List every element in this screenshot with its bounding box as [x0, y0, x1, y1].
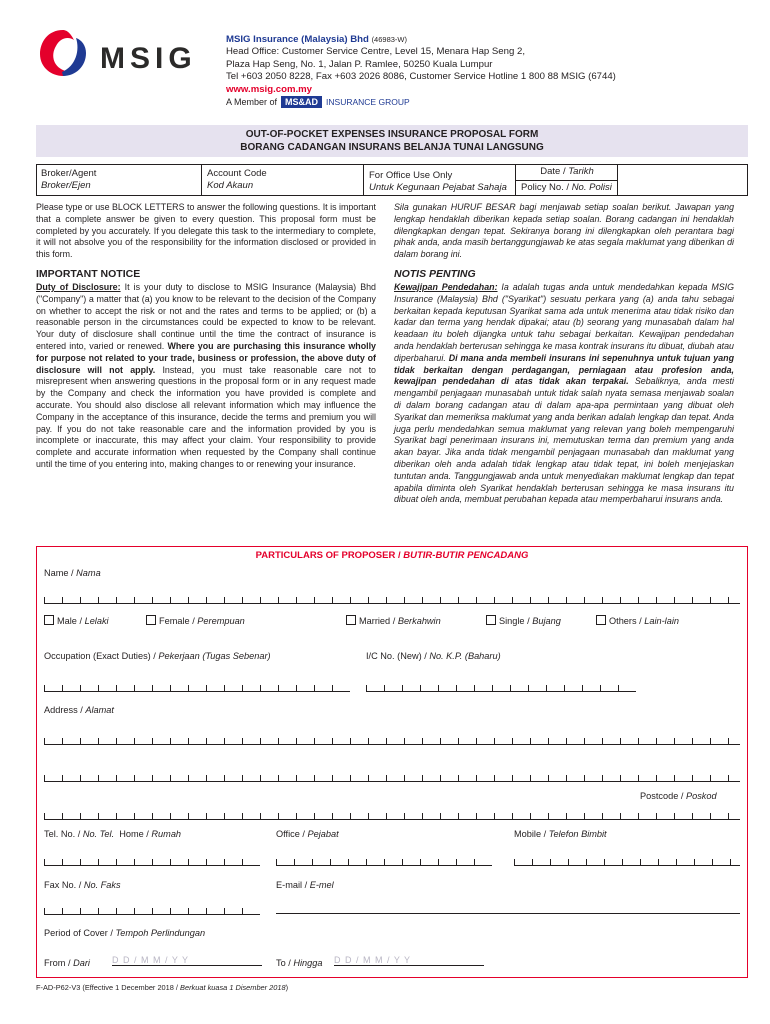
form-title: [36, 125, 748, 157]
msad-logo: MS&AD: [281, 96, 322, 108]
particulars-title-en: PARTICULARS OF PROPOSER /: [255, 550, 404, 561]
duty-bold: Where you are purchasing this insurance wholly for purpose not related to your trade, business or profession, the above duty of disclosure will not apply.: [36, 340, 376, 375]
gender-male-option[interactable]: Male / Lelaki: [44, 615, 109, 626]
important-notice-title: IMPORTANT NOTICE: [36, 268, 141, 280]
female-checkbox: [146, 615, 156, 625]
from-label: From / Dari: [44, 958, 90, 968]
policy-label: Policy No. /: [521, 182, 572, 193]
duty-text-malay-1: Ia adalah tugas anda untuk mendedahkan kepada MSIG Insurance (Malaysia) Bhd ("Syarikat") sesuatu perkara yang (a) anda tahu sebagai berkaitan kepada keputusan Syarikat sama ada untuk menerima atau tidak risiko dan kadar dan terma yang hendak dipakai; atau (b) seorang yang munasabah dalam hal keadaan itu boleh dijangka untuk tahu sebagai berkaitan. Kewajipan pendedahan anda hendaklah berterusan sehingga ke masa kontrak insurans itu dibuat, diubah atau diperbaharui.: [394, 282, 734, 363]
office-use-label: For Office Use Only: [369, 170, 453, 181]
male-checkbox: [44, 615, 54, 625]
duty-text-malay-2: Sebaliknya, anda mesti mengambil penjagaan munasabah untuk tidak salah nyata semasa menjawab soalan di dalam borang cadangan atau di dalam apa-apa permintaan yang dibuat oleh Syarikat dan memeriksa maklumat yang anda berikan adalah lengkap dan tepat. Anda juga perlu mendedahkan semua maklumat yang relevan yang boleh mempengaruhi Syarikat bagi penerimaan insurans ini, memutuskan terma dan premium yang anda akan bayar. Jika anda tidak mengambil penjagaan munasabah dan maklumat yang diberikan oleh anda adalah tidak lengkap atau tidak tepat, ini boleh menjejaskan tuntutan anda. Tanggungjawab anda untuk menyediakan maklumat lengkap dan tepat apabila diminta oleh Syarikat hendaklah berterusan sehingga ke masa insurans itu dibuat oleh anda, membuat perubahan kepada atau memperbaharui insurans anda.: [394, 376, 734, 505]
email-field[interactable]: [276, 913, 740, 914]
fax-label: Fax No. / No. Faks: [44, 880, 121, 890]
single-checkbox: [486, 615, 496, 625]
company-name: MSIG Insurance (Malaysia) Bhd: [226, 34, 369, 45]
account-code-label: Account Code: [207, 168, 267, 179]
contact-line: Tel +603 2050 8228, Fax +603 2026 8086, Customer Service Hotline 1 800 88 MSIG (6744): [226, 71, 616, 83]
particulars-title: [36, 550, 748, 561]
office-tel-label: Office / Pejabat: [276, 829, 339, 839]
duty-label-malay: Kewajipan Pendedahan:: [394, 282, 498, 292]
office-use-label-malay: Untuk Kegunaan Pejabat Sahaja: [369, 182, 507, 193]
duty-label: Duty of Disclosure:: [36, 282, 121, 292]
company-header: [226, 34, 746, 96]
name-field[interactable]: [44, 594, 740, 604]
broker-label-malay: Broker/Ejen: [41, 180, 91, 191]
ic-field[interactable]: [366, 682, 636, 692]
occupation-label: Occupation (Exact Duties) / Pekerjaan (Tugas Sebenar): [44, 651, 271, 661]
gender-female-option[interactable]: Female / Perempuan: [146, 615, 245, 626]
intro-english: Please type or use BLOCK LETTERS to answer the following questions. It is important that a complete answer be given to every question. This proposal form must be completed by you accurately. If you delegate this task to the intermediary to complete, it will not absolve you of the responsibility for the information disclosed or provided in this form.: [36, 202, 376, 260]
duty-bold-malay: Di mana anda membeli insurans ini sepenuhnya untuk tujuan yang tidak berkaitan dengan perdagangan, perniagaan atau profesion anda, kewajipan pendedahan di atas tidak akan terpakai.: [394, 352, 734, 387]
others-checkbox: [596, 615, 606, 625]
member-suffix: INSURANCE GROUP: [326, 97, 410, 107]
form-title-english: OUT-OF-POCKET EXPENSES INSURANCE PROPOSAL FORM: [245, 129, 539, 140]
email-label: E-mail / E-mel: [276, 880, 334, 890]
mobile-label: Mobile / Telefon Bimbit: [514, 829, 607, 839]
others-option[interactable]: Others / Lain-lain: [596, 615, 679, 626]
address-line-2: Plaza Hap Seng, No. 1, Jalan P. Ramlee, 50250 Kuala Lumpur: [226, 58, 493, 70]
date-label: Date /: [540, 166, 569, 177]
ic-label: I/C No. (New) / No. K.P. (Baharu): [366, 651, 501, 661]
company-reg: (46983-W): [371, 35, 407, 44]
msig-logo-icon: [36, 26, 90, 80]
date-label-malay: Tarikh: [568, 166, 594, 177]
mobile-field[interactable]: [514, 856, 740, 866]
address-label: Address / Alamat: [44, 705, 114, 715]
duty-disclosure-english: [36, 282, 376, 471]
policy-label-malay: No. Polisi: [571, 182, 612, 193]
logo-text: MSIG: [100, 42, 197, 75]
fax-field[interactable]: [44, 905, 260, 915]
home-tel-field[interactable]: [44, 856, 260, 866]
particulars-title-my: BUTIR-BUTIR PENCADANG: [403, 550, 529, 561]
postcode-field[interactable]: [44, 810, 740, 820]
website-link[interactable]: www.msig.com.my: [226, 83, 313, 95]
from-date-field[interactable]: D D / M M / Y Y: [112, 955, 262, 966]
to-date-field[interactable]: D D / M M / Y Y: [334, 955, 484, 966]
occupation-field[interactable]: [44, 682, 350, 692]
married-option[interactable]: Married / Berkahwin: [346, 615, 441, 626]
single-option[interactable]: Single / Bujang: [486, 615, 561, 626]
office-tel-field[interactable]: [276, 856, 492, 866]
member-line: [226, 96, 410, 108]
office-use-box: [36, 164, 748, 196]
tel-label: Tel. No. / No. Tel. Home / Rumah: [44, 829, 182, 839]
form-code: F-AD-P62-V3 (Effective 1 December 2018 / Berkuat kuasa 1 Disember 2018): [36, 983, 289, 992]
duty-disclosure-malay: [394, 282, 734, 506]
account-code-label-malay: Kod Akaun: [207, 180, 254, 191]
postcode-label: Postcode / Poskod: [640, 791, 717, 801]
duty-text-2: Instead, you must take reasonable care not to misrepresent when answering questions in the proposal form or in any request made by the Company and check the information you have provided is complete and accurate. You should also disclose all relevant information which may influence the Company in the acceptance of this insurance, decide the terms and premium you will pay. If you do not take reasonable care and the information provided by you is incomplete or inaccurate, this may affect your claim. Your responsibility to provide complete and accurate information when requested by the Company shall continue until the time of you entering into, making changes to or renewing your insurance.: [36, 364, 376, 469]
broker-label: Broker/Agent: [41, 168, 97, 179]
duty-text-1: It is your duty to disclose to MSIG Insurance (Malaysia) Bhd ("Company") a matter that (a) you know to be relevant to the decision of the Company on whether to accept the risk or not and the rates and terms to be applied; or (b) a reasonable person in the circumstances could be expected to know to be relevant. Your duty of disclosure shall continue until the time the contract of insurance is entered into, varied or renewed.: [36, 282, 376, 351]
address-line-1: Head Office: Customer Service Centre, Level 15, Menara Hap Seng 2,: [226, 46, 525, 58]
intro-malay: Sila gunakan HURUF BESAR bagi menjawab setiap soalan berikut. Jawapan yang lengkap hendaklah diberikan kepada setiap soalan. Borang cadangan ini hendaklah dilengkapkan dengan tepat. Sekiranya borang ini dilengkapkan oleh perantara bagi pihak anda, anda masih bertanggungjawab ke atas segala maklumat yang diberikan di dalam borang ini.: [394, 202, 734, 260]
form-title-malay: BORANG CADANGAN INSURANS BELANJA TUNAI LANGSUNG: [240, 142, 544, 153]
married-checkbox: [346, 615, 356, 625]
address-line-2-field[interactable]: [44, 772, 740, 782]
address-line-1-field[interactable]: [44, 735, 740, 745]
member-prefix: A Member of: [226, 97, 278, 107]
notis-penting-title: NOTIS PENTING: [394, 268, 476, 280]
to-label: To / Hingga: [276, 958, 323, 968]
period-label: Period of Cover / Tempoh Perlindungan: [44, 928, 206, 938]
name-label: Name / Nama: [44, 568, 101, 578]
